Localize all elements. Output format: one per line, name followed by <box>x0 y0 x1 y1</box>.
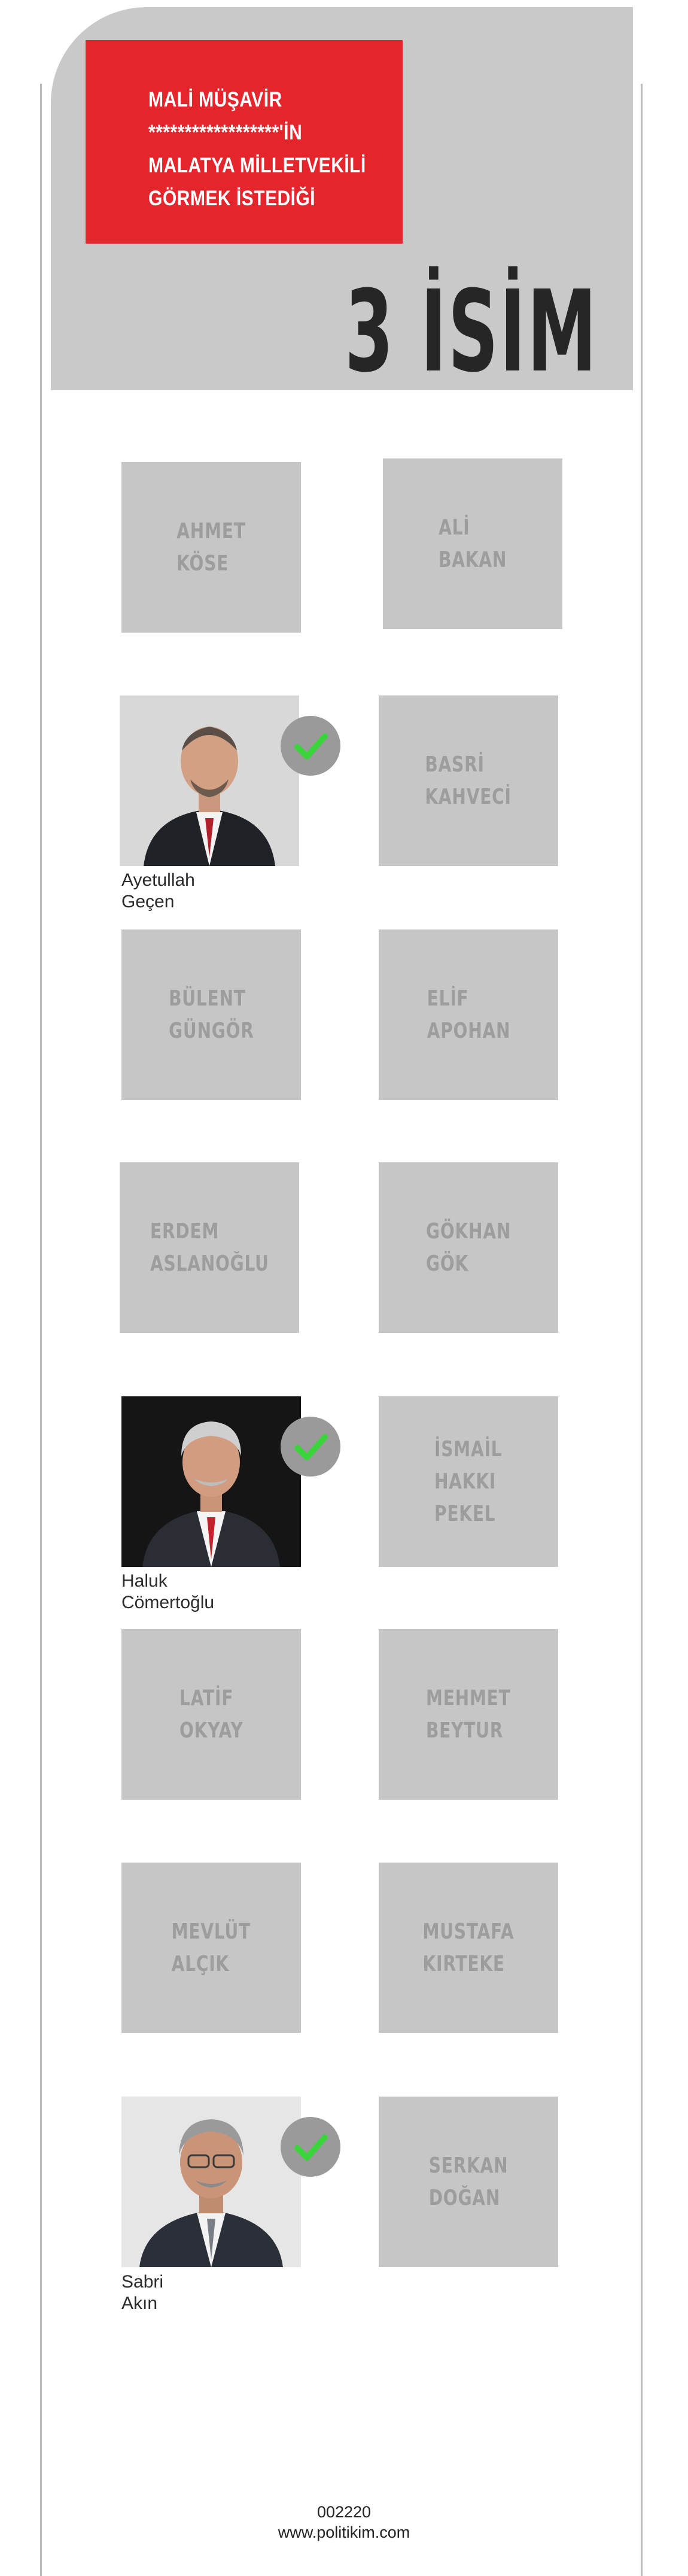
name-count-title: 3 İSİM <box>345 266 598 397</box>
person-portrait-icon <box>121 1396 301 1567</box>
candidate-photo <box>120 695 299 866</box>
candidate-card <box>379 929 558 1100</box>
header-line: MALİ MÜŞAVİR <box>148 88 282 111</box>
selected-candidate-name: Ayetullah Geçen <box>121 870 195 912</box>
candidate-name: MUSTAFA KIRTEKE <box>422 1919 515 1976</box>
header-red-box <box>86 40 403 244</box>
candidate-name: İSMAİL HAKKI PEKEL <box>434 1436 503 1526</box>
candidate-card <box>379 1629 558 1800</box>
footer-code: 002220 <box>316 2503 372 2521</box>
candidate-card <box>120 1162 299 1333</box>
candidate-name: SERKAN DOĞAN <box>428 2153 509 2210</box>
candidate-name: MEHMET BEYTUR <box>426 1685 511 1743</box>
candidate-card <box>121 1863 301 2033</box>
candidate-name: LATİF OKYAY <box>179 1685 243 1743</box>
person-portrait-icon <box>121 2097 301 2267</box>
footer <box>0 2502 688 2542</box>
candidate-card <box>383 458 562 629</box>
candidate-name: BASRİ KAHVECİ <box>425 752 512 809</box>
person-portrait-icon <box>120 695 299 866</box>
candidate-photo <box>121 2097 301 2267</box>
header-line: ******************'İN <box>148 121 303 144</box>
selected-candidate-name: Haluk Cömertoğlu <box>121 1571 215 1612</box>
candidate-name: MEVLÜT ALÇIK <box>171 1919 251 1976</box>
candidate-name: GÖKHAN GÖK <box>425 1219 512 1276</box>
candidate-name: ELİF APOHAN <box>427 986 510 1043</box>
candidate-card <box>121 1629 301 1800</box>
candidate-name: ALİ BAKAN <box>438 515 507 572</box>
candidate-name: BÜLENT GÜNGÖR <box>168 986 254 1043</box>
candidate-card <box>379 1396 558 1567</box>
checkmark-icon <box>281 1417 340 1477</box>
checkmark-icon <box>281 716 340 776</box>
frame-left-line <box>40 84 42 2576</box>
candidate-name: AHMET KÖSE <box>176 518 246 576</box>
header-line: MALATYA MİLLETVEKİLİ <box>148 154 366 177</box>
candidate-card <box>379 695 558 866</box>
candidate-card <box>121 462 301 633</box>
candidate-card <box>121 929 301 1100</box>
frame-right-line <box>641 84 643 2576</box>
candidate-card <box>379 1162 558 1333</box>
checkmark-icon <box>281 2117 340 2177</box>
header-line: GÖRMEK İSTEDİĞİ <box>148 187 316 210</box>
footer-website: www.politikim.com <box>278 2523 410 2541</box>
candidate-card <box>379 1863 558 2033</box>
candidate-card <box>379 2097 558 2267</box>
candidate-photo <box>121 1396 301 1567</box>
selected-candidate-name: Sabri Akın <box>121 2272 164 2313</box>
candidate-name: ERDEM ASLANOĞLU <box>150 1219 269 1276</box>
